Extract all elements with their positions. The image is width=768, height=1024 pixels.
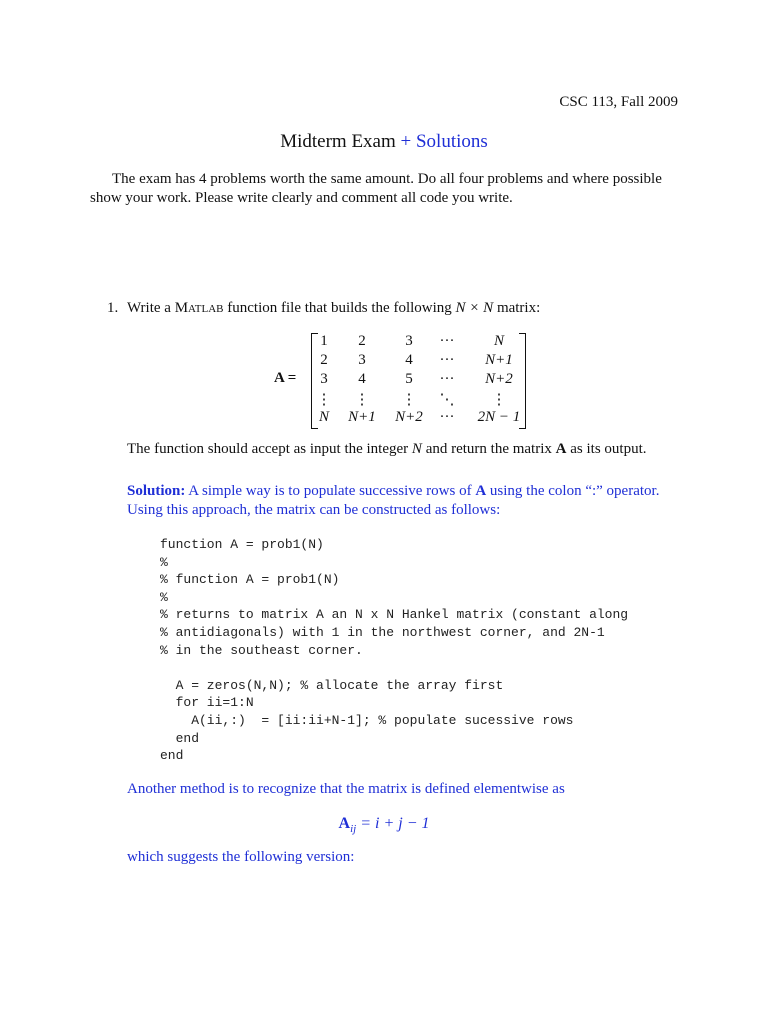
matrix-cell: N <box>493 333 505 349</box>
page-title <box>0 131 768 153</box>
solution-bold-A: A <box>475 483 487 499</box>
matrix-cell: 2 <box>320 352 328 368</box>
matlab-code-block: function A = prob1(N) % % function A = prob1(N) % % returns to matrix A an N x N Hankel matrix (constant along % antidiagonals) with 1 in the northwest corner, and 2N-1 % in the southeast corner. A = zeros(N,N); % allocate the array first for ii=1:N A(ii,:) = [ii:ii+N-1]; % populate sucessive rows end end <box>160 537 629 764</box>
formula-rhs: = i + j − 1 <box>356 815 430 832</box>
prompt-text-3: matrix: <box>493 300 541 316</box>
formula-subscript: ij <box>350 823 357 836</box>
prompt-text-2: function file that builds the following <box>223 300 456 316</box>
fn-desc-text-3: as its output. <box>566 441 647 457</box>
solution-line-1 <box>127 482 682 501</box>
matrix-cell: ··· <box>439 409 455 425</box>
solution-paragraph <box>127 482 682 520</box>
matrix-cell: N+2 <box>485 371 513 387</box>
matrix-cell: 4 <box>405 352 413 368</box>
matrix-cell: ⋮ <box>401 392 417 408</box>
matrix-cell: ⋮ <box>354 392 370 408</box>
fn-desc-text: The function should accept as input the integer <box>127 441 412 457</box>
problem-1-prompt <box>107 300 540 317</box>
prompt-text: Write a M <box>127 300 189 316</box>
function-description <box>127 441 647 458</box>
solution-line-2: Using this approach, the matrix can be constructed as follows: <box>127 502 501 518</box>
matrix-cell: 5 <box>405 371 413 387</box>
solution-label: Solution: <box>127 483 186 499</box>
problem-number: 1. <box>107 300 119 316</box>
fn-desc-n: N <box>411 441 422 457</box>
left-bracket <box>311 333 318 429</box>
solution-text: A simple way is to populate successive rows of <box>185 483 476 499</box>
course-header: CSC 113, Fall 2009 <box>559 94 678 110</box>
fn-desc-A: A <box>555 441 567 457</box>
title-solutions: Solutions <box>415 131 488 152</box>
elementwise-formula <box>0 815 768 835</box>
formula-A: A <box>338 815 351 832</box>
matrix-cell: ⋱ <box>439 392 455 408</box>
matrix-cell: N+2 <box>395 409 423 425</box>
matrix-cell: ··· <box>439 333 455 349</box>
fn-desc-text-2: and return the matrix <box>421 441 556 457</box>
intro-paragraph <box>90 170 678 208</box>
matrix-cell: N+1 <box>348 409 376 425</box>
matrix-cell: 4 <box>358 371 366 387</box>
matrix-lhs <box>274 370 296 387</box>
intro-line-1: The exam has 4 problems worth the same amount. Do all four problems and where possible <box>112 171 662 187</box>
matrix-lhs-text: A = <box>274 370 297 386</box>
matrix-cell: N <box>318 409 330 425</box>
another-method-text: Another method is to recognize that the matrix is defined elementwise as <box>127 781 565 797</box>
matrix-cell: 3 <box>405 333 413 349</box>
matrix-cell: 2N − 1 <box>477 409 521 425</box>
matrix-cell: N+1 <box>485 352 513 368</box>
matrix-cell: ⋮ <box>491 392 507 408</box>
matrix-cell: 3 <box>358 352 366 368</box>
matrix-A <box>311 333 526 427</box>
matrix-cell: ··· <box>439 371 455 387</box>
title-main: Midterm Exam <box>280 131 396 152</box>
matrix-cell: 2 <box>358 333 366 349</box>
solution-text-2: using the colon “:” operator. <box>486 483 660 499</box>
matlab-smallcaps: ATLAB <box>188 303 224 315</box>
suggests-text: which suggests the following version: <box>127 849 355 865</box>
intro-line-2: show your work. Please write clearly and comment all code you write. <box>90 190 513 206</box>
matrix-cell: ⋮ <box>316 392 332 408</box>
matrix-cell: 1 <box>320 333 328 349</box>
matrix-cell: ··· <box>439 352 455 368</box>
title-plus: + <box>400 131 412 152</box>
prompt-math: N × N <box>455 300 494 316</box>
matrix-cell: 3 <box>320 371 328 387</box>
